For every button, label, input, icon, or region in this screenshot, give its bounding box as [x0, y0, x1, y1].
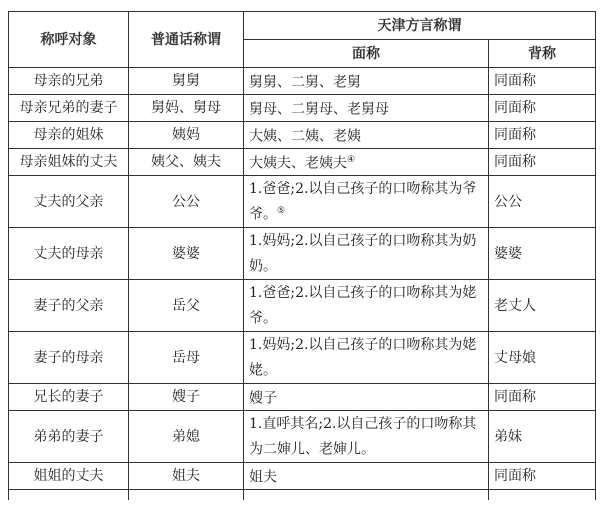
cell-mandarin: 婆婆	[129, 228, 244, 280]
cell-target: 丈夫的母亲	[9, 228, 129, 280]
header-row	[9, 12, 596, 40]
cell-mandarin: 姐夫	[129, 463, 244, 490]
table-row	[9, 463, 596, 490]
header-back-term: 背称	[489, 40, 596, 68]
cell-face	[244, 228, 489, 280]
header-mandarin: 普通话称谓	[129, 12, 244, 68]
cell-mandarin: 岳母	[129, 332, 244, 384]
table-row	[9, 122, 596, 149]
cell-mandarin: 舅舅	[129, 68, 244, 95]
cell-mandarin: 舅妈、舅母	[129, 95, 244, 122]
table-row	[9, 384, 596, 411]
face-text: 1.爸爸;2.以自己孩子的口吻称其为爷爷。	[249, 180, 477, 223]
cell-mandarin: 弟媳	[129, 411, 244, 463]
face-text: 大姨夫、老姨夫	[249, 155, 347, 172]
cell-back: 丈母娘	[489, 332, 596, 384]
cell-face	[244, 122, 489, 149]
cell-back: 同面称	[489, 463, 596, 490]
face-text: 1.妈妈;2.以自己孩子的口吻称其为奶奶。	[249, 232, 477, 275]
table-row-cutoff	[9, 490, 596, 501]
face-text: 舅母、二舅母、老舅母	[249, 101, 389, 118]
cell-empty	[129, 490, 244, 501]
table-row	[9, 280, 596, 332]
cell-mandarin: 姨妈	[129, 122, 244, 149]
cell-target: 兄长的妻子	[9, 384, 129, 411]
cell-mandarin: 岳父	[129, 280, 244, 332]
cell-face	[244, 176, 489, 228]
face-text: 舅舅、二舅、老舅	[249, 74, 361, 91]
table-row	[9, 95, 596, 122]
face-text: 1.妈妈;2.以自己孩子的口吻称其为姥姥。	[249, 336, 477, 379]
footnote-mark: ⑤	[277, 205, 286, 216]
cell-face	[244, 68, 489, 95]
kinship-terms-table	[8, 11, 596, 500]
cell-back: 弟妹	[489, 411, 596, 463]
cell-face	[244, 384, 489, 411]
cell-target: 妻子的母亲	[9, 332, 129, 384]
cell-target: 母亲的姐妹	[9, 122, 129, 149]
cell-back: 公公	[489, 176, 596, 228]
table-row	[9, 411, 596, 463]
cell-mandarin: 姨父、姨夫	[129, 149, 244, 176]
cell-back: 婆婆	[489, 228, 596, 280]
table-row	[9, 176, 596, 228]
face-text: 嫂子	[249, 390, 277, 407]
cell-face	[244, 280, 489, 332]
cell-face	[244, 332, 489, 384]
cell-target: 弟弟的妻子	[9, 411, 129, 463]
cell-face	[244, 95, 489, 122]
table-row	[9, 228, 596, 280]
header-face-term: 面称	[244, 40, 489, 68]
cell-target: 妻子的父亲	[9, 280, 129, 332]
face-text: 大姨、二姨、老姨	[249, 128, 361, 145]
cell-mandarin: 公公	[129, 176, 244, 228]
header-tianjin: 天津方言称谓	[244, 12, 596, 40]
footnote-mark: ④	[347, 155, 356, 166]
cell-face	[244, 149, 489, 176]
table-row	[9, 68, 596, 95]
cell-empty	[489, 490, 596, 501]
cell-empty	[9, 490, 129, 501]
cell-back: 同面称	[489, 68, 596, 95]
cell-back: 同面称	[489, 122, 596, 149]
face-text: 姐夫	[249, 469, 277, 486]
cell-empty	[244, 490, 489, 501]
cell-target: 母亲的兄弟	[9, 68, 129, 95]
cell-back: 同面称	[489, 384, 596, 411]
cell-mandarin: 嫂子	[129, 384, 244, 411]
cell-target: 母亲姐妹的丈夫	[9, 149, 129, 176]
cell-target: 丈夫的父亲	[9, 176, 129, 228]
cell-back: 同面称	[489, 95, 596, 122]
header-target: 称呼对象	[9, 12, 129, 68]
cell-target: 母亲兄弟的妻子	[9, 95, 129, 122]
cell-back: 同面称	[489, 149, 596, 176]
face-text: 1.直呼其名;2.以自己孩子的口吻称其为二婶儿、老婶儿。	[249, 415, 477, 458]
table-row	[9, 332, 596, 384]
table-row	[9, 149, 596, 176]
cell-face	[244, 463, 489, 490]
cell-back: 老丈人	[489, 280, 596, 332]
cell-face	[244, 411, 489, 463]
face-text: 1.爸爸;2.以自己孩子的口吻称其为姥爷。	[249, 284, 477, 327]
cell-target: 姐姐的丈夫	[9, 463, 129, 490]
